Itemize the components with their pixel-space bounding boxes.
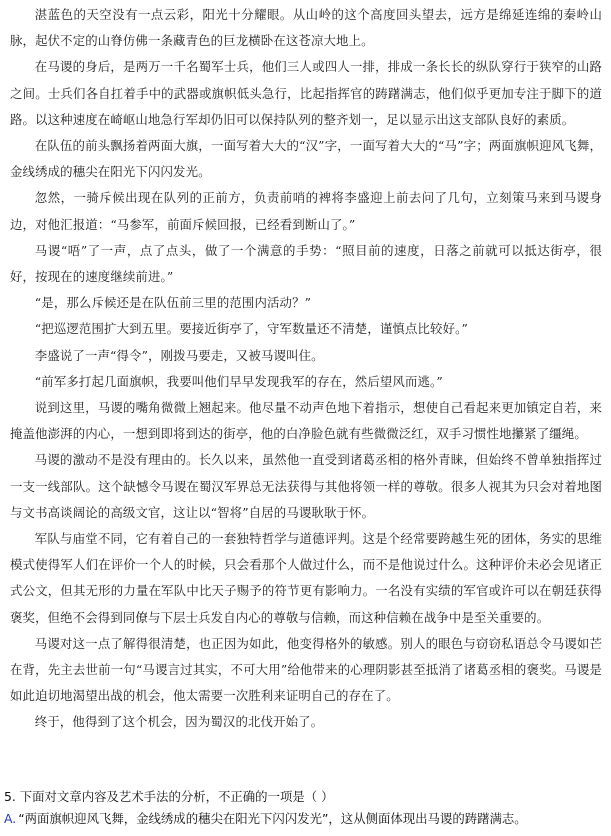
question-stem: 5. 下面对文章内容及艺术手法的分析，不正确的一项是（ ） — [4, 789, 334, 804]
option-a-text: “两面旗帜迎风飞舞，金线绣成的穗尖在阳光下闪闪发光”，这从侧面体现出马谡的踌躇满志。 — [18, 811, 527, 826]
passage-paragraph-1: 湛蓝色的天空没有一点云彩，阳光十分耀眼。从山岭的这个高度回头望去，远方是绵延连绵的秦岭山脉，起伏不定的山脊仿佛一条藏青色的巨龙横卧在这苍凉大地上。 — [10, 7, 602, 49]
option-a-letter: A. — [4, 811, 17, 826]
passage-paragraph-8: 李盛说了一声“得令”，刚拨马要走，又被马谡叫住。 — [34, 347, 324, 363]
passage-paragraph-5: 马谡“唔”了一声，点了点头，做了一个满意的手势：“照目前的速度，日落之前就可以抵达街亭，很好，按现在的速度继续前进。” — [10, 242, 602, 285]
passage-paragraph-6: “是，那么斥候还是在队伍前三里的范围内活动？” — [34, 295, 312, 311]
passage-paragraph-3: 在队伍的前头飘扬着两面大旗，一面写着大大的“汉”字，一面写着大大的“马”字；两面旗帜迎风飞舞，金线绣成的穗尖在阳光下闪闪发光。 — [10, 138, 602, 180]
option-a[interactable] — [4, 808, 604, 830]
passage-paragraph-7: “把巡逻范围扩大到五里。要接近街亭了，守军数量还不清楚，谨慎点比较好。” — [34, 321, 468, 337]
passage-paragraph-10: 说到这里，马谡的嘴角微微上翘起来。他尽量不动声色地下着指示，想使自己看起来更加镇定自若，来掩盖他澎湃的内心，一想到即将到达的街亭，他的白净脸色就有些微微泛红，双手习惯性地攥紧了缰绳。 — [10, 400, 602, 442]
passage-paragraph-12: 军队与庙堂不同，它有着自己的一套独特哲学与道德评判。这是个经常要跨越生死的团体，务实的思维模式使得军人们在评价一个人的时候，只会看那个人做过什么，而不是他说过什么。这种评价未必会见诸正式公文，但其无形的力量在军队中比天子赐予的符节更有影响力。一名没有实绩的军官或许可以在朝廷获得褒奖，但绝不会得到同僚与下层士兵发自内心的尊敬与信赖，而这种信赖在战争中是至关重要的。 — [10, 531, 602, 625]
passage — [10, 2, 602, 736]
passage-paragraph-4: 忽然，一骑斥候出现在队列的正前方，负责前哨的裨将李盛迎上前去问了几句，立刻策马来到马谡身边，对他汇报道：“马参军，前面斥候回报，已经看到断山了。” — [10, 190, 602, 232]
passage-paragraph-9: “前军多打起几面旗帜，我要叫他们早早发现我军的存在，然后望风而逃。” — [34, 373, 443, 389]
passage-paragraph-11: 马谡的激动不是没有理由的。长久以来，虽然他一直受到诸葛丞相的格外青睐，但始终不曾单独指挥过一支一线部队。这个缺憾令马谡在蜀汉军界总无法获得与其他将领一样的尊敬。很多人视其为只会对着地图与文书高谈阔论的高级文官，这让以“智将”自居的马谡耿耿于怀。 — [10, 452, 602, 520]
passage-paragraph-13: 马谡对这一点了解得很清楚，也正因为如此，他变得格外的敏感。别人的眼色与窃窃私语总令马谡如芒在背，先主去世前一句“马谡言过其实，不可大用”给他带来的心理阴影甚至抵消了诸葛丞相的褒奖。马谡是如此迫切地渴望出战的机会，他太需要一次胜利来证明自己的存在了。 — [10, 635, 602, 704]
passage-paragraph-14: 终于，他得到了这个机会，因为蜀汉的北伐开始了。 — [34, 714, 324, 730]
passage-paragraph-2: 在马谡的身后，是两万一千名蜀军士兵，他们三人或四人一排，排成一条长长的纵队穿行于狭窄的山路之间。士兵们各自扛着手中的武器或旗帜低头急行，比起指挥官的踌躇满志，他们似乎更加专注于脚下的道路。以这种速度在崎岖山地急行军却仍旧可以保持队列的整齐划一，足以显示出这支部队良好的素质。 — [10, 59, 602, 127]
question-5 — [4, 786, 604, 830]
